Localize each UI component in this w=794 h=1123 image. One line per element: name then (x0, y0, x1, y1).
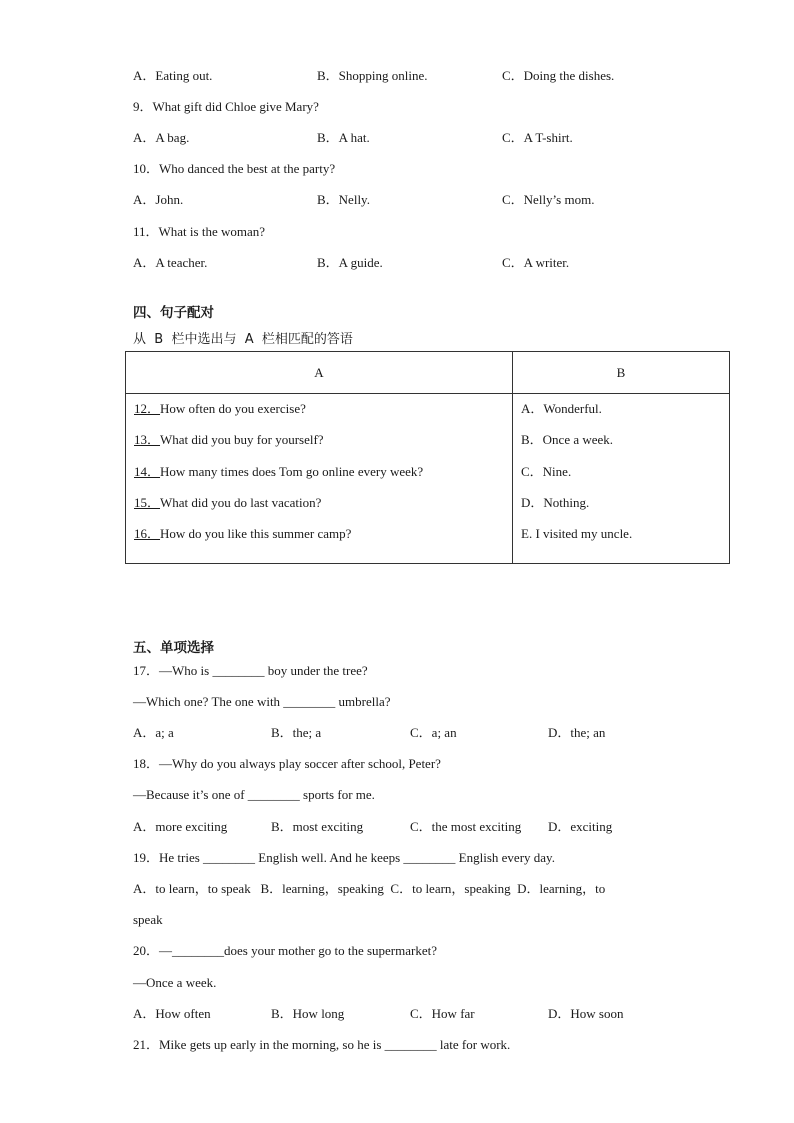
q20-option-a: A．How often (133, 1006, 211, 1021)
q9-text: 9．What gift did Chloe give Mary? (133, 99, 319, 114)
q9-option-c: C．A T-shirt. (502, 130, 573, 145)
a-item-16: 16．How do you like this summer camp? (134, 526, 352, 542)
q17-line2: —Which one? The one with ________ umbrella? (133, 694, 391, 709)
column-a-header: A (126, 352, 513, 394)
q18-line1: 18．—Why do you always play soccer after school, Peter? (133, 756, 441, 771)
q8-option-a: A．Eating out. (133, 68, 213, 83)
b-item-b: B．Once a week. (521, 432, 614, 448)
q17-option-b: B．the; a (271, 725, 322, 740)
q18-option-b: B．most exciting (271, 819, 364, 834)
q8-option-b: B．Shopping online. (317, 68, 428, 83)
b-item-e: E. I visited my uncle. (521, 526, 633, 542)
section4-instruction: 从 B 栏中选出与 A 栏相匹配的答语 (133, 332, 353, 347)
section5-title: 五、单项选择 (133, 640, 214, 656)
a-item-13: 13．What did you buy for yourself? (134, 432, 324, 448)
column-b-items (513, 394, 730, 564)
q18-option-d: D．exciting (548, 819, 613, 834)
b-item-d: D．Nothing. (521, 494, 590, 510)
q11-text: 11．What is the woman? (133, 224, 266, 239)
b-item-a: A．Wonderful. (521, 401, 602, 416)
q19-options: A．to learn，to speak B．learning，speaking C．to learn，speaking D．learning，to (133, 881, 606, 896)
q20-line1: 20．—________does your mother go to the supermarket? (133, 943, 437, 958)
q20-option-c: C．How far (410, 1006, 475, 1021)
q18-option-a: A．more exciting (133, 819, 228, 834)
q8-option-c: C．Doing the dishes. (502, 68, 615, 83)
matching-table (125, 351, 730, 564)
q21-line1: 21．Mike gets up early in the morning, so he is ________ late for work. (133, 1037, 511, 1052)
column-a-items (126, 394, 513, 564)
q10-option-a: A．John. (133, 192, 184, 207)
q17-option-a: A．a; a (133, 725, 174, 740)
section4-title: 四、句子配对 (133, 305, 214, 321)
q20-option-b: B．How long (271, 1006, 345, 1021)
column-b-header: B (513, 352, 730, 394)
q11-option-c: C．A writer. (502, 255, 570, 270)
q20-option-d: D．How soon (548, 1006, 624, 1021)
a-item-12: 12．How often do you exercise? (134, 401, 306, 416)
q17-option-d: D．the; an (548, 725, 606, 740)
q10-option-b: B．Nelly. (317, 192, 370, 207)
q9-option-b: B．A hat. (317, 130, 370, 145)
q11-option-b: B．A guide. (317, 255, 383, 270)
a-item-14: 14．How many times does Tom go online every week? (134, 463, 424, 479)
b-item-c: C．Nine. (521, 463, 572, 479)
q10-text: 10．Who danced the best at the party? (133, 161, 336, 176)
q17-option-c: C．a; an (410, 725, 457, 740)
q9-option-a: A．A bag. (133, 130, 190, 145)
q11-option-a: A．A teacher. (133, 255, 208, 270)
q18-option-c: C．the most exciting (410, 819, 522, 834)
q18-line2: —Because it’s one of ________ sports for me. (133, 787, 375, 802)
q10-option-c: C．Nelly’s mom. (502, 192, 595, 207)
a-item-15: 15．What did you do last vacation? (134, 494, 322, 510)
q19-line1: 19．He tries ________ English well. And he keeps ________ English every day. (133, 850, 555, 865)
q17-line1: 17．—Who is ________ boy under the tree? (133, 663, 368, 678)
q20-line2: —Once a week. (133, 975, 217, 990)
q19-options-wrap: speak (133, 912, 163, 927)
